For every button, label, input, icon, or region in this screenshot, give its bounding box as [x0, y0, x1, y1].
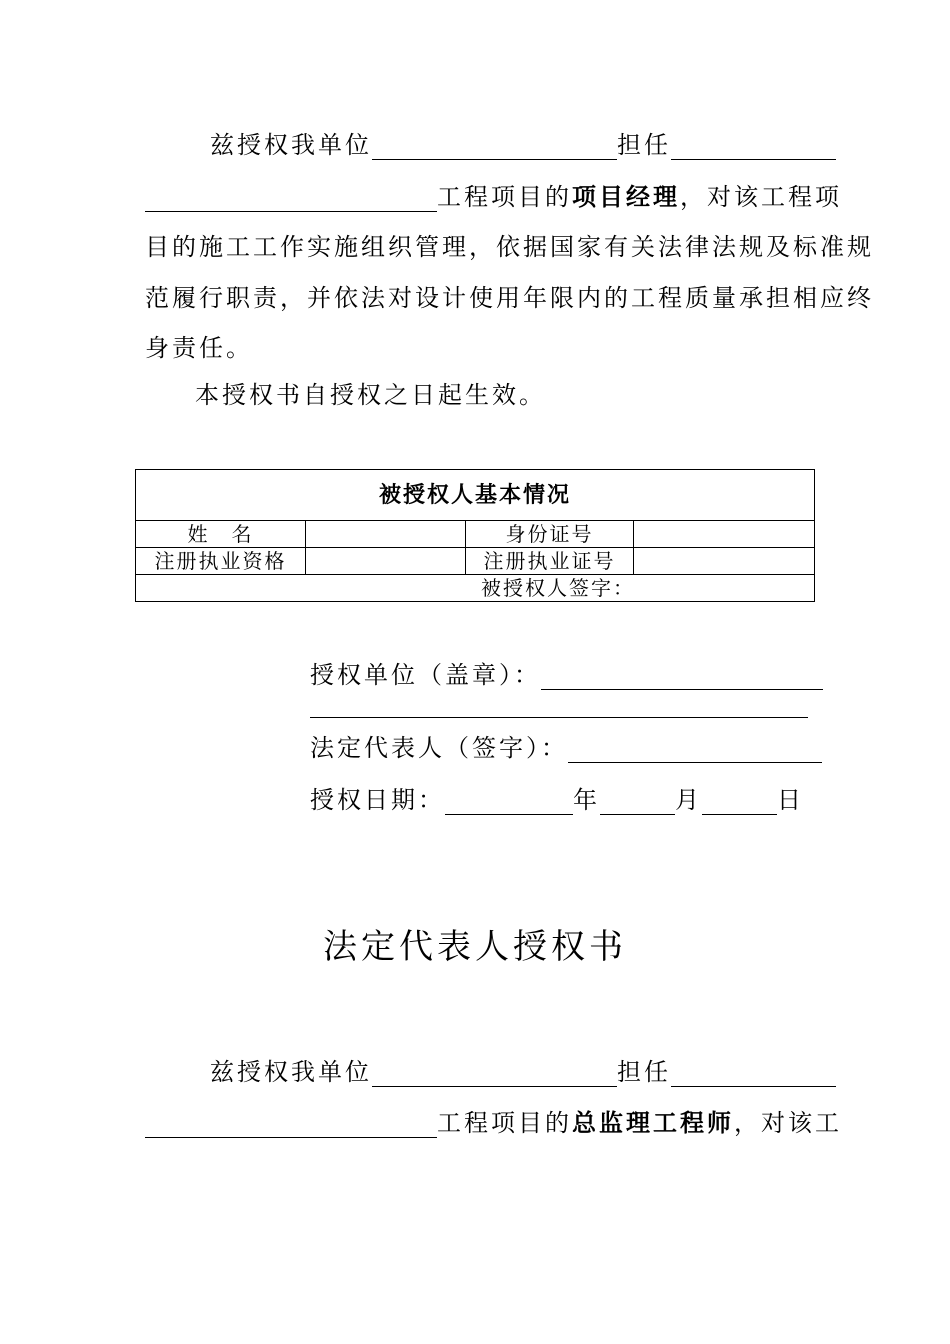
- cert-label: 注册执业证号: [466, 548, 634, 574]
- role-title: 项目经理: [572, 182, 680, 211]
- name-label: 姓 名: [136, 521, 306, 547]
- name-value[interactable]: [306, 521, 466, 547]
- auth-date-line: [310, 785, 830, 815]
- auth2-mid: 担任: [617, 1058, 671, 1086]
- day-label: 日: [777, 786, 804, 814]
- auth-line-2: [145, 182, 842, 212]
- role2-blank: [671, 1060, 836, 1087]
- project-text: 工程项目的: [437, 183, 572, 211]
- year-blank: [445, 788, 573, 815]
- unit-seal-label: 授权单位（盖章）：: [310, 661, 541, 689]
- legal-rep-blank: [568, 736, 822, 763]
- unit-seal-blank: [541, 663, 823, 690]
- table-title: 被授权人基本情况: [136, 470, 814, 521]
- auth-line-5: 身责任。: [145, 334, 253, 362]
- unit-seal-blank-2: [310, 717, 808, 718]
- grantee-info-table: [135, 469, 815, 602]
- legal-rep-line: [310, 733, 830, 763]
- cert-value[interactable]: [634, 548, 814, 574]
- auth2-prefix: 兹授权我单位: [210, 1058, 372, 1086]
- auth-mid: 担任: [617, 131, 671, 159]
- table-row: [136, 575, 814, 601]
- project2-suffix: ，对该工: [734, 1109, 842, 1137]
- auth-line-3: 目的施工工作实施组织管理，依据国家有关法律法规及标准规: [145, 233, 874, 261]
- auth-line-1: [145, 130, 890, 160]
- id-label: 身份证号: [466, 521, 634, 547]
- role2-title: 总监理工程师: [572, 1108, 734, 1137]
- signature-label: 被授权人签字：: [481, 576, 635, 600]
- day-blank: [702, 788, 777, 815]
- auth2-line-2: [145, 1108, 842, 1138]
- role-blank: [671, 133, 836, 160]
- effective-line: 本授权书自授权之日起生效。: [195, 381, 546, 409]
- auth-prefix: 兹授权我单位: [210, 131, 372, 159]
- table-row: [136, 521, 814, 548]
- auth-date-label: 授权日期：: [310, 786, 445, 814]
- table-row: [136, 548, 814, 575]
- auth2-line-1: [145, 1057, 890, 1087]
- unit-seal-line: [310, 660, 830, 690]
- project2-text: 工程项目的: [437, 1109, 572, 1137]
- month-label: 月: [675, 786, 702, 814]
- unit-blank: [372, 133, 617, 160]
- project2-blank: [145, 1111, 437, 1138]
- auth-line-4: 范履行职责，并依法对设计使用年限内的工程质量承担相应终: [145, 284, 874, 312]
- project-suffix: ，对该工程项: [680, 183, 842, 211]
- legal-rep-label: 法定代表人（签字）：: [310, 734, 568, 762]
- qualification-label: 注册执业资格: [136, 548, 306, 574]
- month-blank: [600, 788, 675, 815]
- unit2-blank: [372, 1060, 617, 1087]
- id-value[interactable]: [634, 521, 814, 547]
- section-title: 法定代表人授权书: [323, 927, 627, 967]
- qualification-value[interactable]: [306, 548, 466, 574]
- project-blank: [145, 185, 437, 212]
- year-label: 年: [573, 786, 600, 814]
